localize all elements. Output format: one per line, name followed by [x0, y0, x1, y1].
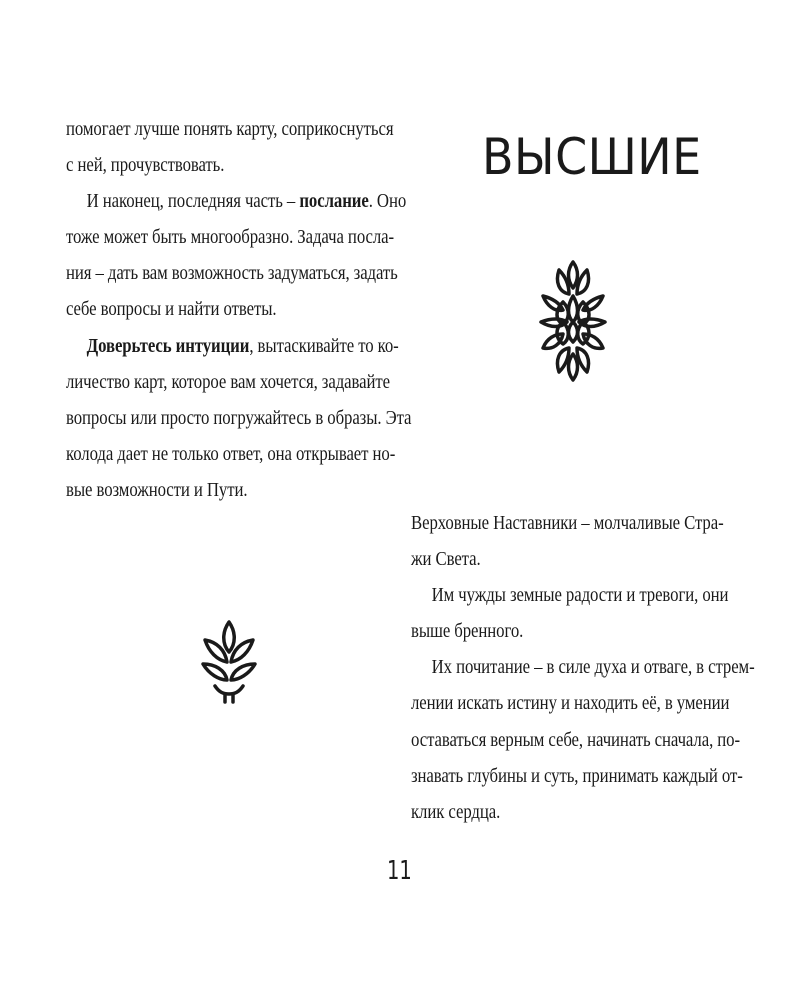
text-line: [66, 184, 407, 220]
text-line: Им чужды земные радости и тревоги, они: [431, 585, 729, 607]
text-line: с ней, прочувствовать.: [66, 155, 225, 177]
left-column-text: [66, 112, 412, 509]
sprout-leaves-icon: [201, 620, 257, 704]
text-line: [66, 329, 399, 365]
text-segment: И наконец, последняя часть –: [86, 191, 300, 213]
text-segment: , вытаскивайте то ко-: [249, 335, 399, 357]
right-column-text: [411, 506, 755, 831]
text-line: Верховные Наставники – молчаливые Стра-: [411, 513, 724, 534]
text-line: лении искать истину и находить её, в умении: [411, 693, 730, 715]
page-number: 11: [387, 856, 412, 886]
text-line: Их почитание – в силе духа и отваге, в стрем-: [431, 657, 755, 679]
bold-term: Доверьтесь интуиции: [86, 335, 250, 357]
bold-term: послание: [299, 191, 369, 213]
text-line: выше бренного.: [411, 621, 524, 643]
text-line: колода дает не только ответ, она открывает но-: [66, 443, 396, 465]
text-line: знавать глубины и суть, принимать каждый от-: [411, 765, 743, 787]
text-line: тоже может быть многообразно. Задача посла-: [66, 227, 395, 249]
section-heading: ВЫСШИЕ: [482, 128, 702, 186]
text-line: оставаться верным себе, начинать сначала, по-: [411, 729, 740, 751]
text-line: личество карт, которое вам хочется, задавайте: [66, 371, 390, 393]
text-line: ния – дать вам возможность задуматься, задать: [66, 263, 398, 285]
text-line: вые возможности и Пути.: [66, 479, 248, 501]
text-line: помогает лучше понять карту, соприкоснуться: [66, 119, 394, 140]
text-line: жи Света.: [411, 549, 481, 571]
lotus-mandala-icon: [537, 260, 609, 382]
text-line: клик сердца.: [411, 801, 501, 823]
text-line: себе вопросы и найти ответы.: [66, 299, 277, 321]
text-segment: . Оно: [368, 191, 407, 213]
text-line: вопросы или просто погружайтесь в образы. Эта: [66, 407, 412, 429]
